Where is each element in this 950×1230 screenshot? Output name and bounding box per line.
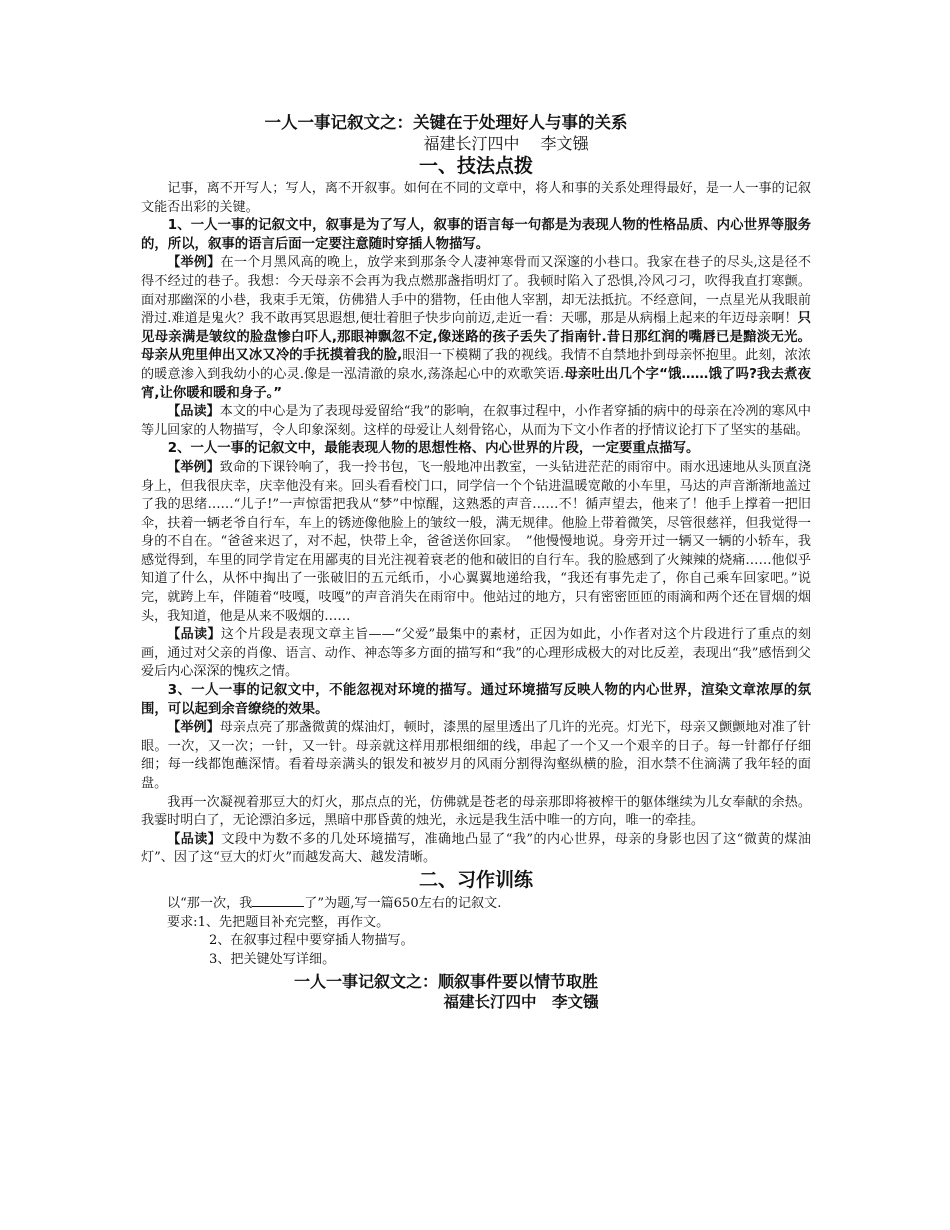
- requirement-1: 要求:1、先把题目补充完整，再作文。: [167, 914, 390, 930]
- critique-tag: 【品读】: [167, 831, 222, 847]
- example-tag: 【举例】: [167, 459, 220, 475]
- next-article-title: 一人一事记叙文之：顺叙事件要以情节取胜: [293, 972, 598, 992]
- section1-heading: 一、技法点拨: [418, 155, 533, 177]
- example-tag: 【举例】: [167, 720, 220, 736]
- example-1-text-b: 只见母亲满是皱纹的脸盘惨白吓人,那眼神飘忽不定,像迷路的孩子丢失了指南针.昔日那红润的嘴唇已是黯淡无光。母亲从兜里伸出又冰又冷的手抚摸着我的脸,: [141, 311, 811, 364]
- example-1-text-d: 母亲吐出几个字“饿……饿了吗?我去煮夜宵,让你暖和暖和身子。”: [141, 366, 811, 401]
- article-title: 一人一事记叙文之：关键在于处理好人与事的关系: [264, 113, 628, 132]
- requirement-3: 3、把关键处写详细。: [209, 951, 336, 967]
- exercise-prompt-a: 以“那一次，我: [167, 895, 253, 911]
- intro-paragraph: 记事，离不开写人；写人，离不开叙事。如何在不同的文章中，将人和事的关系处理得最好，是一人一事的记叙文能否出彩的关键。: [141, 181, 811, 215]
- article-author: 福建长汀四中 李文镪: [423, 134, 589, 153]
- example-tag: 【举例】: [167, 255, 221, 271]
- next-article-author: 福建长汀四中 李文镪: [443, 993, 599, 1012]
- example-3-text-a: 母亲点亮了那盏微黄的煤油灯，顿时，漆黑的屋里透出了几许的光亮。灯光下，母亲又颤颤地对准了针眼。一次，又一次；一针，又一针。母亲就这样用那根细细的线，串起了一个又一个艰辛的日子。每一针都仔仔细细；每一线都饱蘸深情。看着母亲满头的银发和被岁月的风雨分割得沟壑纵横的脸，泪水禁不住滴满了我年轻的面盘。: [141, 720, 812, 791]
- critique-2: [141, 626, 811, 682]
- critique-2-text: 这个片段是表现文章主旨——“父爱”最集中的素材，正因为如此，小作者对这个片段进行了重点的刻画，通过对父亲的肖像、语言、动作、神态等多方面的描写和“我”的心理形成极大的对比反差，表现出“我”感悟到父爱后内心深深的愧疚之情。: [141, 627, 812, 680]
- example-2: [141, 459, 811, 626]
- document-content: [141, 112, 811, 1013]
- critique-1: [141, 403, 811, 440]
- point-3: 3、一人一事的记叙文中，不能忽视对环境的描写。通过环境描写反映人物的内心世界，渲染文章浓厚的氛围，可以起到余音缭绕的效果。: [141, 683, 811, 717]
- exercise-prompt-b: 了”为题,写一篇650左右的记叙文.: [304, 895, 502, 911]
- title-blank: [252, 894, 304, 907]
- critique-tag: 【品读】: [167, 404, 220, 420]
- critique-3-text: 文段中为数不多的几处环境描写，准确地凸显了“我”的内心世界，母亲的身影也因了这“微黄的煤油灯”、因了这“豆大的灯火”而越发高大、越发清晰。: [141, 831, 811, 866]
- example-3-continued: 我再一次凝视着那豆大的灯火，那点点的光，仿佛就是苍老的母亲那即将被榨干的躯体继续为儿女奉献的余热。我霎时明白了，无论漂泊多远，黑暗中那昏黄的烛光，永远是我生活中唯一的方向，唯一的牵挂。: [141, 794, 811, 829]
- example-1-text-c: 眼泪一下模糊了我的视线。我情不自禁地扑到母亲怀抱里。此刻，浓浓的暖意渗入到我幼小的心灵.像是一泓清澈的泉水,荡涤起心中的欢歌笑语.: [141, 348, 811, 382]
- point-1: 1、一人一事的记叙文中，叙事是为了写人，叙事的语言每一句都是为表现人物的性格品质、内心世界等服务的，所以，叙事的语言后面一定要注意随时穿插人物描写。: [141, 218, 811, 252]
- example-3: [141, 719, 811, 793]
- example-2-text: 致命的下课铃响了，我一拎书包，飞一般地冲出教室，一头钻进茫茫的雨帘中。雨水迅速地从头顶直浇身上，但我很庆幸，庆幸他没有来。回头看看校门口，同学信一个个钻进温暖宽敞的小车里，马达的声音渐渐地盖过了我的思绪……“儿子!”一声惊雷把我从“梦”中惊醒，这熟悉的声音……不！循声望去，他来了！他手上撑着一把旧伞，扶着一辆老爷自行车，车上的锈迹像他脸上的皱纹一般，满无规律。他脸上带着微笑，尽管很慈祥，但我觉得一身的不自在。“爸爸来迟了，对不起，快带上伞，爸爸送你回家。 ”他慢慢地说。身旁开过一辆又一辆的小轿车，我感觉得到，车里的同学肯定在用鄙夷的目光注视着衰老的他和破旧的自行车。我的脸感到了火辣辣的烧痛……他似乎知道了什么，从怀中掏出了一张破旧的五元纸币，小心翼翼地递给我，“我还有事先走了，你自己乘车回家吧。”说完，就跨上车，伴随着“吱嘎，吱嘎”的声音消失在雨帘中。他站过的地方，只有密密匝匝的雨滴和两个还在冒烟的烟头，我知道，他是从来不吸烟的……: [141, 459, 812, 624]
- requirement-2: 2、在叙事过程中要穿插人物描写。: [209, 933, 414, 949]
- example-1: [141, 254, 811, 403]
- critique-1-text: 本文的中心是为了表现母爱留给“我”的影响，在叙事过程中，小作者穿插的病中的母亲在冷冽的寒风中等儿回家的人物描写，令人印象深刻。这样的母爱让人刻骨铭心，从而为下文小作者的抒情议论打下了坚实的基础。: [141, 404, 812, 438]
- section2-heading: 二、习作训练: [418, 868, 533, 891]
- critique-3: [141, 831, 811, 868]
- exercise-prompt: [141, 894, 811, 914]
- example-1-text-a: 在一个月黑风高的晚上，放学来到那条令人凄神寒骨而又深邃的小巷口。我家在巷子的尽头,这是径不得不经过的巷子。我想：今天母亲不会再为我点燃那盏指明灯了。我顿时陷入了恐惧,冷风刁刁，吹得我直打寒颤。面对那幽深的小巷，我束手无策，仿佛猎人手中的猎物，任由他人宰割，却无法抵抗。不经意间，一点星光从我眼前滑过.难道是鬼火？我不敢再冥思遐想,便壮着胆子快步向前迈,走近一看：天哪，那是从病榻上起来的年迈母亲啊！: [141, 255, 811, 327]
- point-2: 2、一人一事的记叙文中，最能表现人物的思想性格、内心世界的片段，一定要重点描写。: [167, 441, 700, 457]
- critique-tag: 【品读】: [167, 627, 221, 643]
